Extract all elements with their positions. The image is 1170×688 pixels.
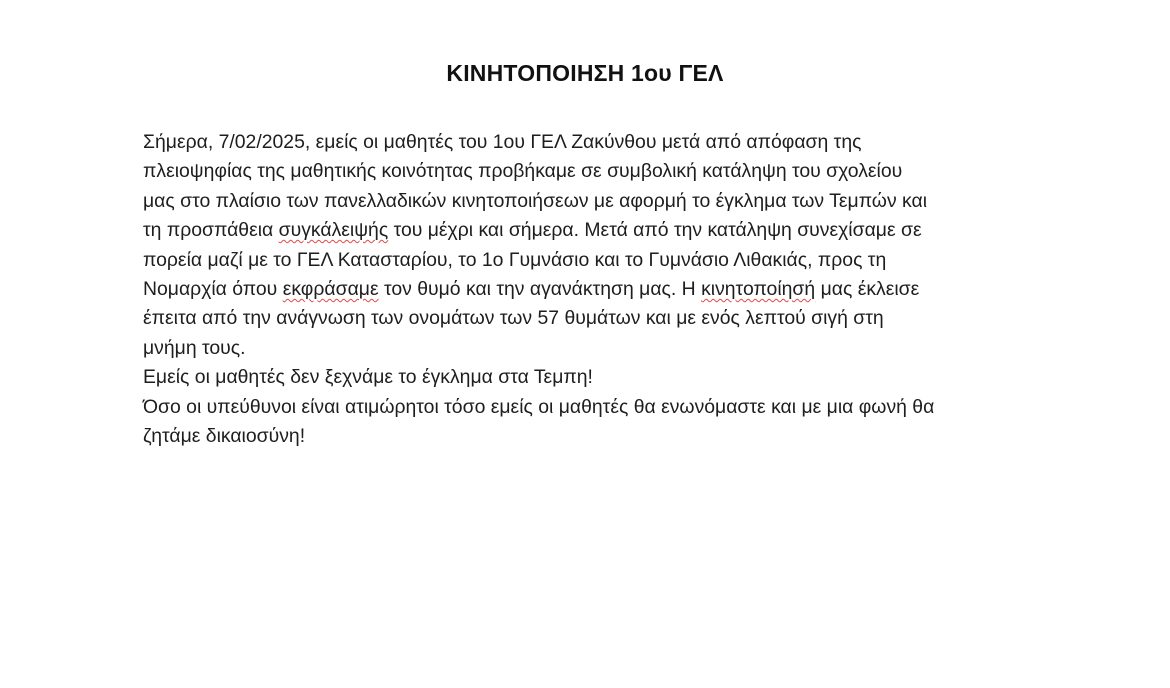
body-line-9: Εμείς οι μαθητές δεν ξεχνάμε το έγκλημα στα Τεμπη!: [143, 366, 593, 389]
body-line-4-start: τη προσπάθεια: [143, 219, 279, 242]
body-line-8: μνήμη τους.: [143, 336, 246, 359]
body-line-3: μας στο πλαίσιο των πανελλαδικών κινητοποιήσεων με αφορμή το έγκλημα των Τεμπών και: [143, 189, 928, 212]
body-line-4: [143, 216, 1033, 245]
body-line-6-middle: τον θυμό και την αγανάκτηση μας. Η: [378, 278, 702, 301]
body-line-1: Σήμερα, 7/02/2025, εμείς οι μαθητές του 1ου ΓΕΛ Ζακύνθου μετά από απόφαση της: [143, 131, 862, 153]
document-title: ΚΙΝΗΤΟΠΟΙΗΣΗ 1ου ΓΕΛ: [446, 60, 724, 86]
body-line-2: πλειοψηφίας της μαθητικής κοινότητας προβήκαμε σε συμβολική κατάληψη του σχολείου: [143, 160, 903, 183]
body-line-11: ζητάμε δικαιοσύνη!: [143, 425, 306, 448]
body-line-6: [143, 275, 1033, 304]
document-body: [143, 128, 1033, 451]
body-line-5: πορεία μαζί με το ΓΕΛ Κατασταρίου, το 1ο Γυμνάσιο και το Γυμνάσιο Λιθακιάς, προς τη: [143, 248, 887, 271]
body-line-4-end: του μέχρι και σήμερα. Μετά από την κατάληψη συνεχίσαμε σε: [388, 219, 922, 242]
body-line-6-start: Νομαρχία όπου: [143, 278, 283, 301]
body-line-10: Όσο οι υπεύθυνοι είναι ατιμώρητοι τόσο εμείς οι μαθητές θα ενωνόμαστε και με μια φωνή θα: [143, 395, 935, 418]
body-line-7: έπειτα από την ανάγνωση των ονομάτων των 57 θυμάτων και με ενός λεπτού σιγή στη: [143, 307, 884, 330]
spellcheck-flagged-word[interactable]: εκφράσαμε: [282, 278, 379, 301]
spellcheck-flagged-word[interactable]: κινητοποίησή: [701, 278, 816, 301]
spellcheck-flagged-word[interactable]: συγκάλειψής: [278, 219, 389, 242]
body-line-6-end: μας έκλεισε: [815, 278, 920, 301]
